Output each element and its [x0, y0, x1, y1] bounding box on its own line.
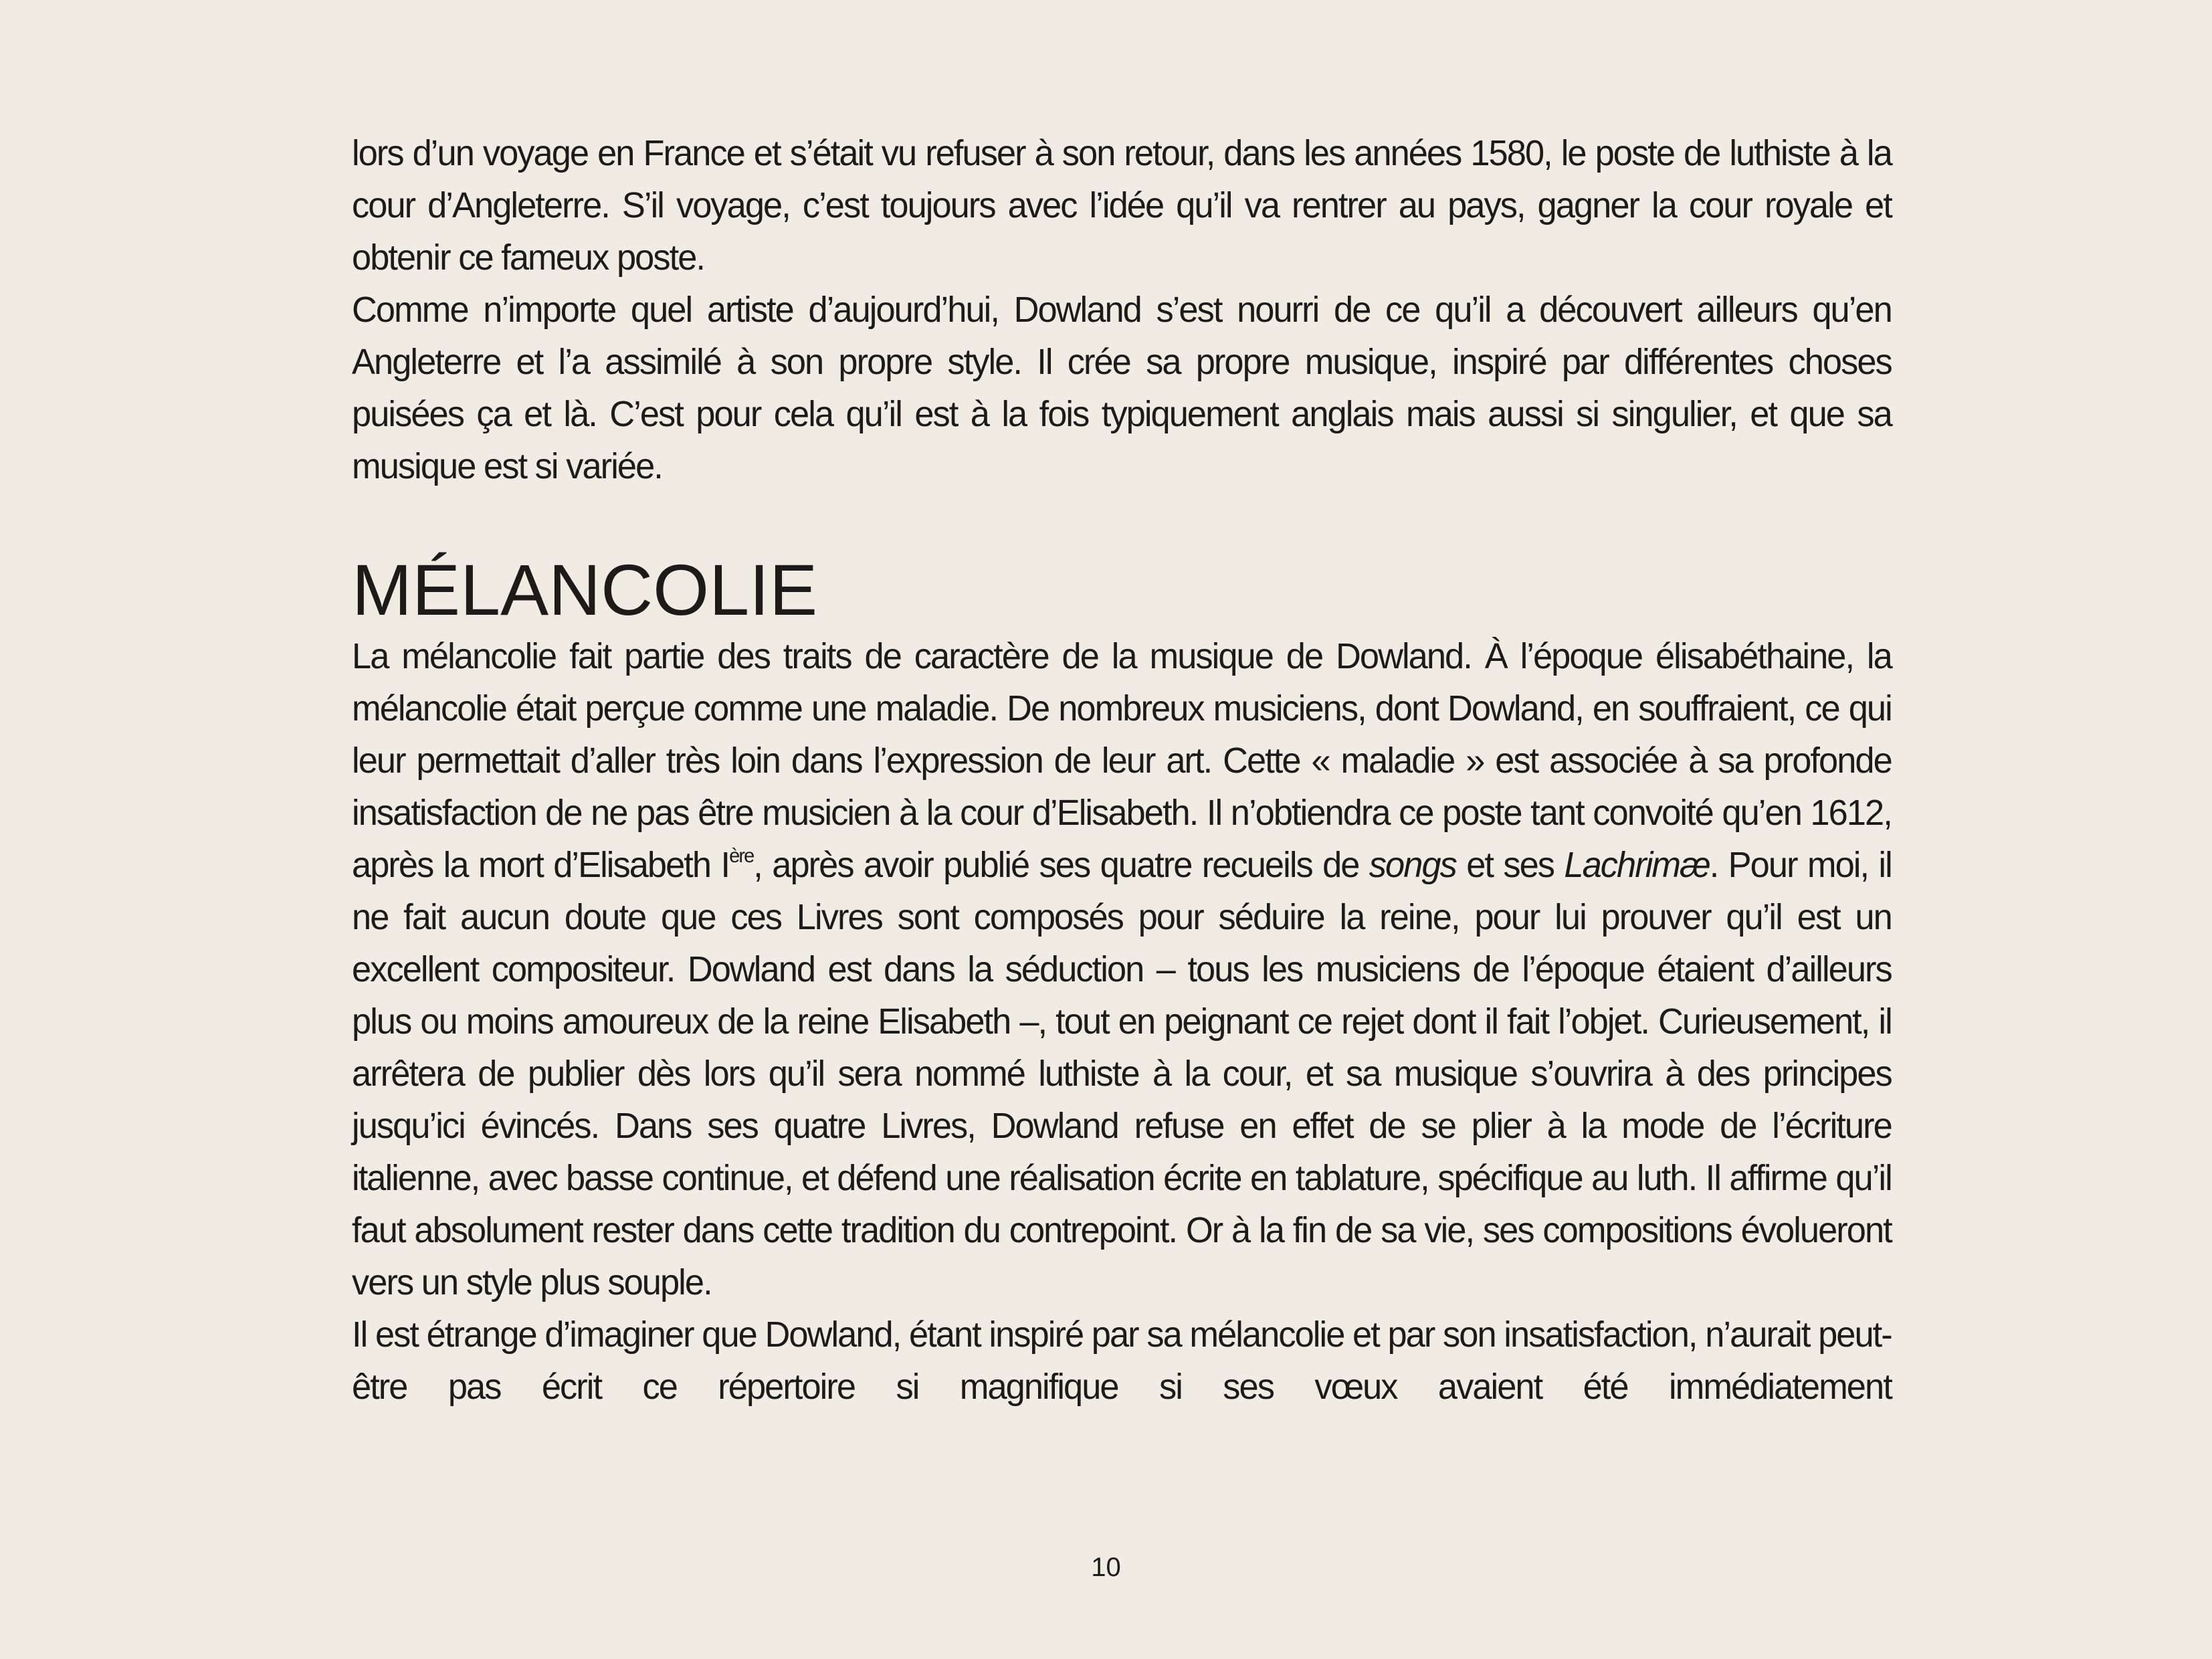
intro-paragraph-2: Comme n’importe quel artiste d’aujourd’hui, Dowland s’est nourri de ce qu’il a découvert ailleurs qu’en Angleterre et l’a assimilé à son propre style. Il crée sa propre musique, inspiré par différentes choses puisées ça et là. C’est pour cela qu’il est à la fois typiquement anglais mais aussi si singulier, et que sa musique est si variée. — [352, 290, 1892, 486]
section-paragraph-1-part-c: et ses — [1455, 845, 1565, 885]
italic-lachrimae: Lachrimæ — [1564, 845, 1710, 885]
intro-paragraph-1: lors d’un voyage en France et s’était vu refuser à son retour, dans les années 1580, le poste de luthiste à la cour d’Angleterre. S’il voyage, c’est toujours avec l’idée qu’il va rentrer au pays, gagner la cour royale et obtenir ce fameux poste. — [352, 133, 1892, 278]
section-paragraph-1-part-d: . Pour moi, il ne fait aucun doute que ces Livres sont composés pour séduire la reine, pour lui prouver qu’il est un excellent compositeur. Dowland est dans la séduction – tous les musiciens de l’époque étaient d’ailleurs plus ou moins amoureux de la reine Elisabeth –, tout en peignant ce rejet dont il fait l’objet. Curieusement, il arrêtera de publier dès lors qu’il sera nommé luthiste à la cour, et sa musique s’ouvrira à des principes jusqu’ici évincés. Dans ses quatre Livres, Dowland refuse en effet de se plier à la mode de l’écriture italienne, avec basse continue, et défend une réalisation écrite en tablature, spécifique au luth. Il affirme qu’il faut absolument rester dans cette tradition du contrepoint. Or à la fin de sa vie, ses compositions évolueront vers un style plus souple. — [352, 845, 1892, 1302]
italic-songs: songs — [1369, 845, 1456, 885]
page-body — [352, 127, 1892, 1413]
section-heading — [352, 550, 1892, 630]
section-paragraph-1-part-a: La mélancolie fait partie des traits de caractère de la musique de Dowland. À l’époque élisabéthaine, la mélancolie était perçue comme une maladie. De nombreux musiciens, dont Dowland, en souffraient, ce qui leur permettait d’aller très loin dans l’expression de leur art. Cette « maladie » est associée à sa profonde insatisfaction de ne pas être musicien à la cour d’Elisabeth. Il n’obtiendra ce poste tant convoité qu’en 1612, après la mort d’Elisabeth I — [352, 636, 1892, 885]
section-paragraph-1 — [352, 630, 1892, 1308]
superscript-ere: ère — [729, 845, 754, 867]
section-paragraph-2: Il est étrange d’imaginer que Dowland, étant inspiré par sa mélancolie et par son insatisfaction, n’aurait peut-être pas écrit ce répertoire si magnifique si ses vœux avaient été immédiatement — [352, 1314, 1892, 1407]
page-number: 10 — [1091, 1553, 1121, 1582]
section-heading-text: MÉLANCOLIE — [352, 549, 818, 630]
section-spacer — [352, 492, 1892, 550]
section-paragraph-1-part-b: , après avoir publié ses quatre recueils de — [753, 845, 1369, 885]
